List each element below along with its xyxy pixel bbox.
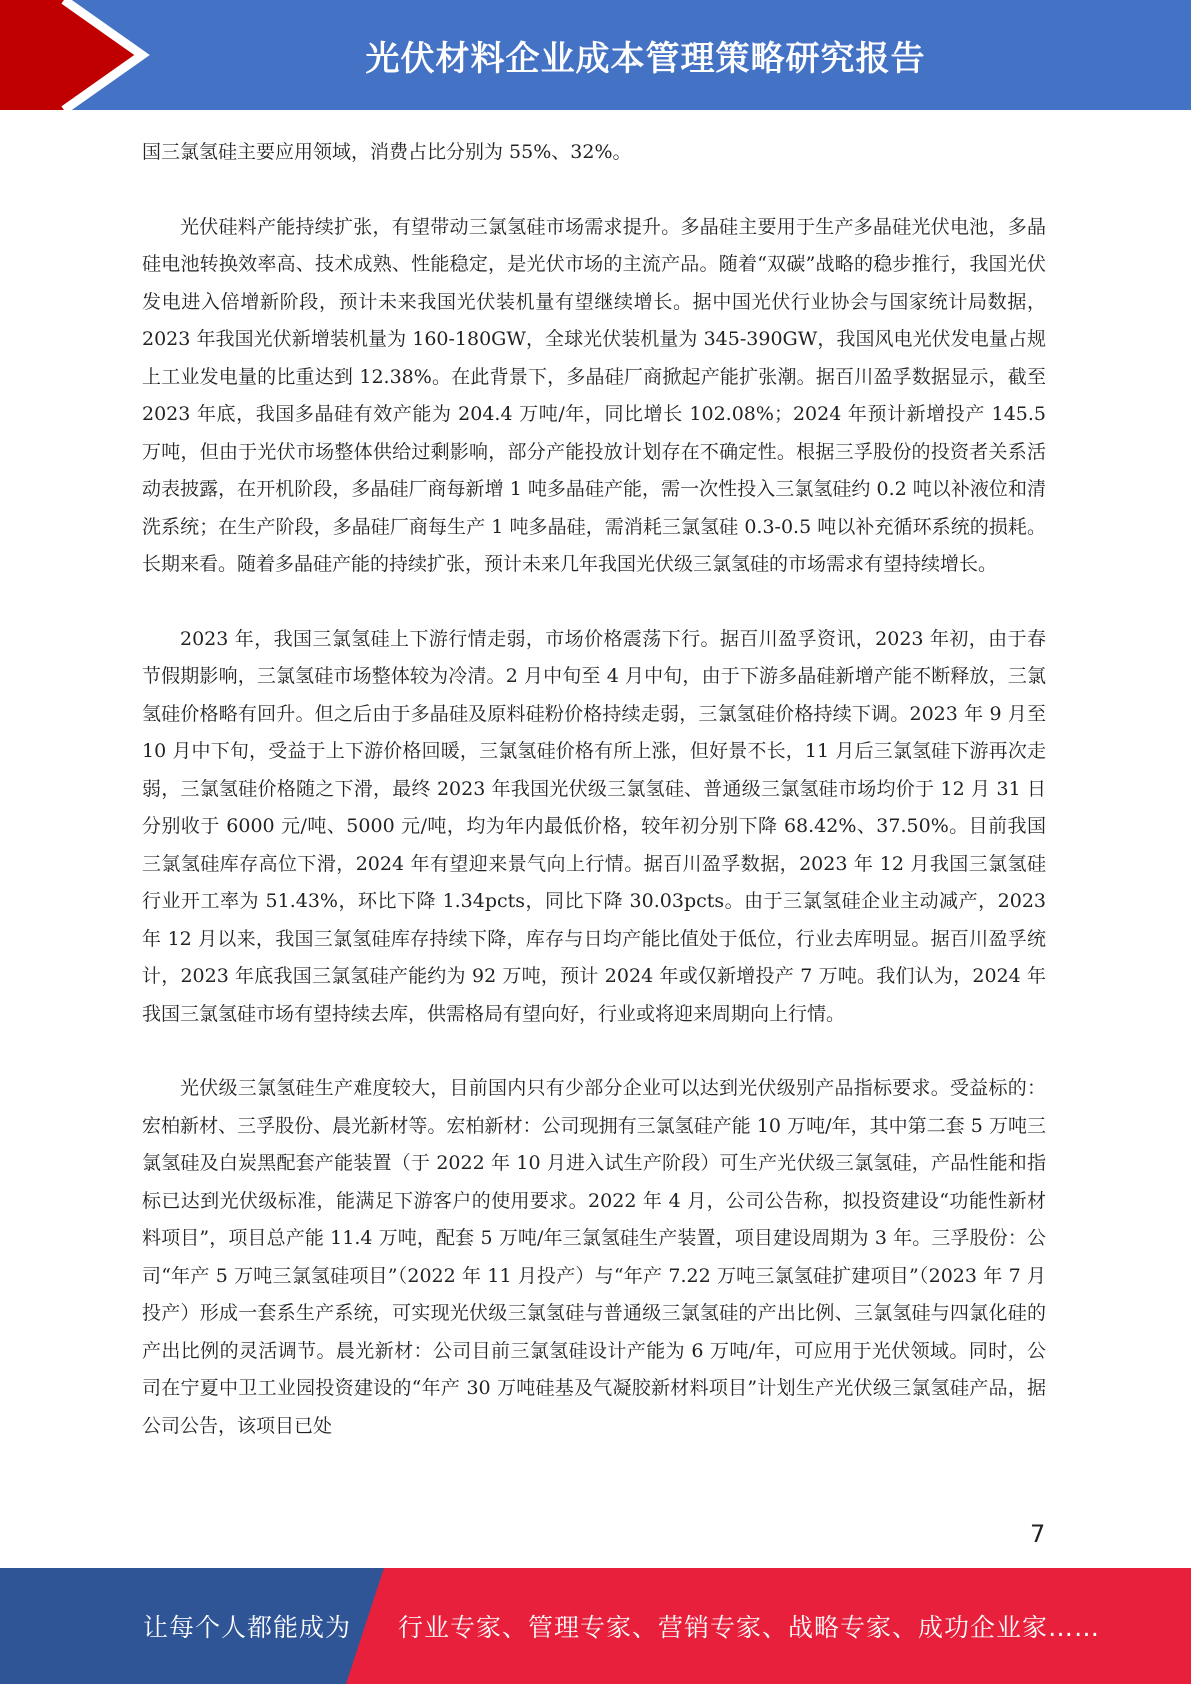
- document-body: [142, 134, 1046, 1482]
- header-chevron-decoration: [0, 0, 160, 110]
- report-title: 光伏材料企业成本管理策略研究报告: [365, 38, 926, 79]
- footer-slogan-right: 行业专家、管理专家、营销专家、战略专家、成功企业家……: [398, 1613, 1101, 1642]
- paragraph-1: 国三氯氢硅主要应用领域，消费占比分别为 55%、32%。: [142, 141, 632, 163]
- paragraph-2: 光伏硅料产能持续扩张，有望带动三氯氢硅市场需求提升。多晶硅主要用于生产多晶硅光伏电池，多晶硅电池转换效率高、技术成熟、性能稳定，是光伏市场的主流产品。随着“双碳”战略的稳步推行，我国光伏发电进入倍增新阶段，预计未来我国光伏装机量有望继续增长。据中国光伏行业协会与国家统计局数据，2023 年我国光伏新增装机量为 160-180GW，全球光伏装机量为 345-390GW，我国风电光伏发电量占规上工业发电量的比重达到 12.38%。在此背景下，多晶硅厂商掀起产能扩张潮。据百川盈孚数据显示，截至 2023 年底，我国多晶硅有效产能为 204.4 万吨/年，同比增长 102.08%；2024 年预计新增投产 145.5 万吨，但由于光伏市场整体供给过剩影响，部分产能投放计划存在不确定性。根据三孚股份的投资者关系活动表披露，在开机阶段，多晶硅厂商每新增 1 吨多晶硅产能，需一次性投入三氯氢硅约 0.2 吨以补液位和清洗系统；在生产阶段，多晶硅厂商每生产 1 吨多晶硅，需消耗三氯氢硅 0.3-0.5 吨以补充循环系统的损耗。长期来看。随着多晶硅产能的持续扩张，预计未来几年我国光伏级三氯氢硅的市场需求有望持续增长。: [142, 215, 1046, 575]
- page-number: 7: [1030, 1520, 1046, 1548]
- paragraph-4: 光伏级三氯氢硅生产难度较大，目前国内只有少部分企业可以达到光伏级别产品指标要求。受益标的：宏柏新材、三孚股份、晨光新材等。宏柏新材：公司现拥有三氯氢硅产能 10 万吨/年，其中第二套 5 万吨三氯氢硅及白炭黑配套产能装置（于 2022 年 10 月进入试生产阶段）可生产光伏级三氯氢硅，产品性能和指标已达到光伏级标准，能满足下游客户的使用要求。2022 年 4 月，公司公告称，拟投资建设“功能性新材料项目”，项目总产能 11.4 万吨，配套 5 万吨/年三氯氢硅生产装置，项目建设周期为 3 年。三孚股份：公司“年产 5 万吨三氯氢硅项目”（2022 年 11 月投产）与“年产 7.22 万吨三氯氢硅扩建项目”（2023 年 7 月投产）形成一套系生产系统，可实现光伏级三氯氢硅与普通级三氯氢硅的产出比例、三氯氢硅与四氯化硅的产出比例的灵活调节。晨光新材：公司目前三氯氢硅设计产能为 6 万吨/年，可应用于光伏领域。同时，公司在宁夏中卫工业园投资建设的“年产 30 万吨硅基及气凝胶新材料项目”计划生产光伏级三氯氢硅产品，据公司公告，该项目已处: [142, 1077, 1046, 1437]
- page-footer: [0, 1568, 1191, 1684]
- page-header: [0, 0, 1191, 110]
- footer-slogan-left: 让每个人都能成为: [143, 1613, 352, 1642]
- paragraph-3: 2023 年，我国三氯氢硅上下游行情走弱，市场价格震荡下行。据百川盈孚资讯，2023 年初，由于春节假期影响，三氯氢硅市场整体较为冷清。2 月中旬至 4 月中旬，由于下游多晶硅新增产能不断释放，三氯氢硅价格略有回升。但之后由于多晶硅及原料硅粉价格持续走弱，三氯氢硅价格持续下调。2023 年 9 月至 10 月中下旬，受益于上下游价格回暖，三氯氢硅价格有所上涨，但好景不长，11 月后三氯氢硅下游再次走弱，三氯氢硅价格随之下滑，最终 2023 年我国光伏级三氯氢硅、普通级三氯氢硅市场均价于 12 月 31 日分别收于 6000 元/吨、5000 元/吨，均为年内最低价格，较年初分别下降 68.42%、37.50%。目前我国三氯氢硅库存高位下滑，2024 年有望迎来景气向上行情。据百川盈孚数据，2023 年 12 月我国三氯氢硅行业开工率为 51.43%，环比下降 1.34pcts，同比下降 30.03pcts。由于三氯氢硅企业主动减产，2023 年 12 月以来，我国三氯氢硅库存持续下降，库存与日均产能比值处于低位，行业去库明显。据百川盈孚统计，2023 年底我国三氯氢硅产能约为 92 万吨，预计 2024 年或仅新增投产 7 万吨。我们认为，2024 年我国三氯氢硅市场有望持续去库，供需格局有望向好，行业或将迎来周期向上行情。: [142, 627, 1046, 1025]
